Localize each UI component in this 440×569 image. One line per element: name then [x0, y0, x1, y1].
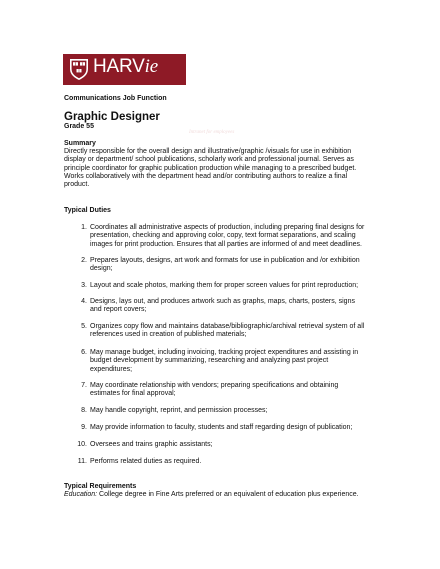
duty-line: Oversees and trains graphic assistants; — [90, 441, 213, 448]
duty-line: references used in creation of published materials; — [90, 331, 247, 339]
duty-text — [90, 349, 385, 374]
duty-line: May provide information to faculty, students and staff regarding design of publication; — [90, 424, 353, 431]
duty-text — [90, 424, 385, 432]
shield-icon — [69, 58, 89, 81]
education-requirement — [64, 491, 359, 498]
duty-number: 4. — [81, 298, 87, 305]
duty-line: Designs, lays out, and produces artwork such as graphs, maps, charts, posters, signs — [90, 298, 355, 305]
duty-number: 11. — [77, 458, 87, 465]
job-grade: Grade 55 — [64, 123, 94, 130]
duty-line: design; — [90, 265, 113, 273]
summary-line: product. — [64, 181, 90, 189]
duty-number: 6. — [81, 349, 87, 356]
duty-line: estimates for final approval; — [90, 390, 176, 398]
duty-text — [90, 382, 385, 399]
duty-line: Organizes copy flow and maintains database/bibliographic/archival retrieval system of all — [90, 323, 365, 330]
duty-line: images for print production. Ensures that all parties are informed of and meet deadlines. — [90, 240, 362, 248]
duty-line: expenditures; — [90, 365, 133, 373]
summary-line: Directly responsible for the overall design and illustrative/graphic /visuals for use in exhibition — [64, 148, 352, 155]
education-text: College degree in Fine Arts preferred or an equivalent of education plus experience. — [97, 491, 359, 498]
duties-heading: Typical Duties — [64, 207, 111, 214]
duty-number: 9. — [81, 424, 87, 431]
brand-tagline: Intranet for employees — [189, 130, 235, 135]
duty-number: 8. — [81, 407, 87, 414]
summary-line: display or department/ school publications, scholarly work and professional journal. Serves as — [64, 156, 354, 164]
summary-paragraph — [64, 148, 384, 189]
duty-number: 3. — [81, 282, 87, 289]
duty-text — [90, 224, 385, 249]
duty-text — [90, 458, 385, 466]
duty-number: 2. — [81, 257, 87, 264]
duty-number: 1. — [81, 224, 87, 231]
duty-line: Coordinates all administrative aspects of production, including preparing final designs for — [90, 224, 365, 231]
duty-number: 10. — [77, 441, 87, 448]
duty-text — [90, 282, 385, 290]
duty-text — [90, 323, 385, 340]
duty-line: May coordinate relationship with vendors; preparing specifications and obtaining — [90, 382, 339, 389]
department-label: Communications Job Function — [64, 95, 167, 102]
duty-number: 7. — [81, 382, 87, 389]
requirements-heading: Typical Requirements — [64, 483, 137, 490]
duty-line: Performs related duties as required. — [90, 458, 202, 465]
summary-heading: Summary — [64, 140, 96, 147]
duty-number: 5. — [81, 323, 87, 330]
summary-line: principle coordinator for graphic publication production while managing to a prescribed budget. — [64, 164, 357, 172]
duty-line: May handle copyright, reprint, and permission processes; — [90, 407, 268, 414]
duty-text — [90, 257, 385, 274]
duty-line: presentation, checking and approving color, copy, text format separations, and scaling — [90, 232, 356, 240]
duty-line: Layout and scale photos, marking them for proper screen values for print reproduction; — [90, 282, 359, 289]
brand-name: HARVie — [93, 56, 158, 77]
duty-text — [90, 441, 385, 449]
education-label: Education: — [64, 491, 98, 498]
duty-line: and report covers; — [90, 306, 147, 314]
job-title: Graphic Designer — [64, 111, 160, 123]
duty-line: budget development by summarizing, researching and analyzing past project — [90, 357, 329, 365]
duty-text — [90, 407, 385, 415]
duty-line: May manage budget, including invoicing, tracking project expenditures and assisting in — [90, 349, 359, 356]
duty-line: Prepares layouts, designs, art work and formats for use in publication and /or exhibition — [90, 257, 360, 264]
summary-line: Works collaboratively with the department head and/or contributing authors to realize a final — [64, 172, 348, 180]
duty-text — [90, 298, 385, 315]
